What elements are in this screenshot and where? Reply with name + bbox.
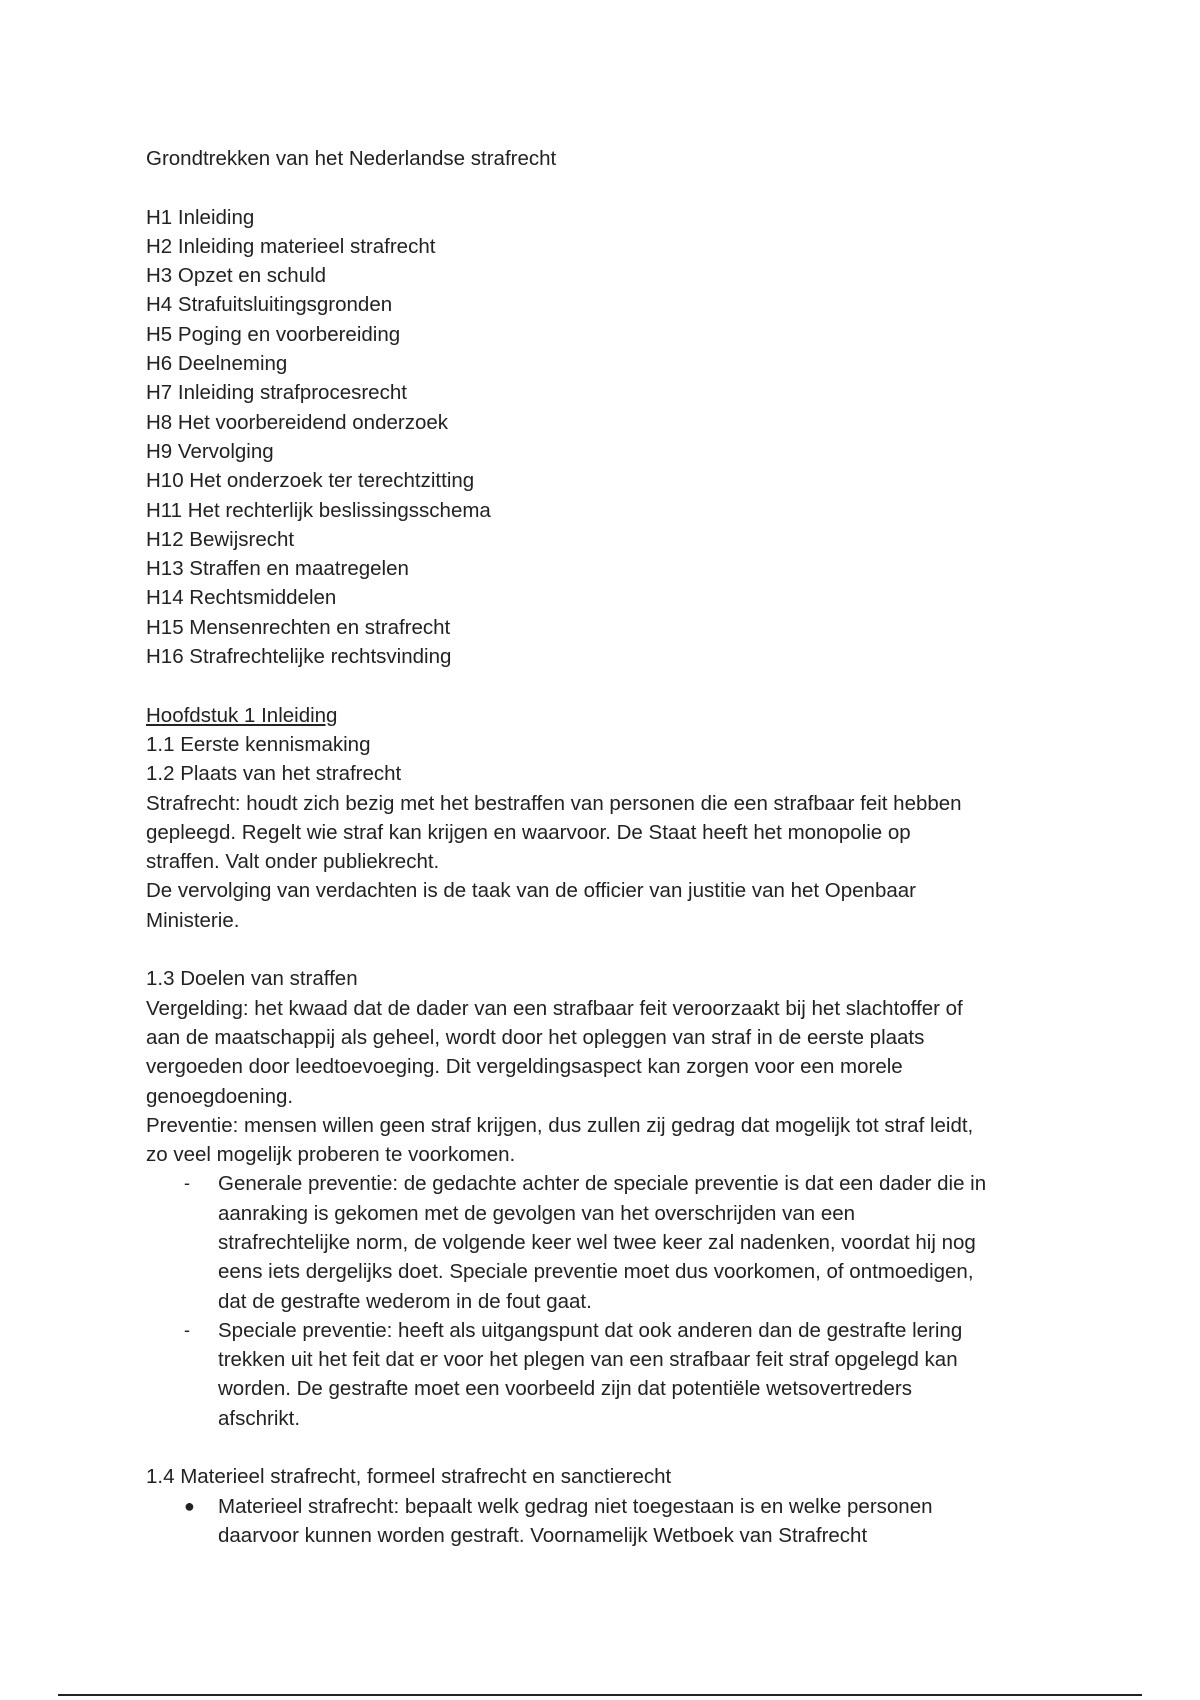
list-item-line: daarvoor kunnen worden gestraft. Voornamelijk Wetboek van Strafrecht <box>218 1523 868 1547</box>
dash-marker: - <box>184 1173 190 1194</box>
section-heading-1-4: 1.4 Materieel strafrecht, formeel strafrecht en sanctierecht <box>146 1465 672 1489</box>
list-item-line: Materieel strafrecht: bepaalt welk gedrag niet toegestaan is en welke personen <box>218 1494 933 1518</box>
toc-item-h13: H13 Straffen en maatregelen <box>146 557 409 581</box>
toc-item-h7: H7 Inleiding strafprocesrecht <box>146 381 407 405</box>
list-item-line: eens iets dergelijks doet. Speciale preventie moet dus voorkomen, of ontmoedigen, <box>218 1260 974 1284</box>
paragraph-line: vergoeden door leedtoevoeging. Dit vergeldingsaspect kan zorgen voor een morele <box>146 1055 903 1079</box>
toc-item-h1: H1 Inleiding <box>146 205 255 229</box>
paragraph-line: straffen. Valt onder publiekrecht. <box>146 850 440 874</box>
toc-item-h4: H4 Strafuitsluitingsgronden <box>146 293 393 317</box>
spacer <box>146 1433 1066 1462</box>
toc-item-h14: H14 Rechtsmiddelen <box>146 586 337 610</box>
bullet-marker: ● <box>184 1495 195 1516</box>
list-item-line: Speciale preventie: heeft als uitgangspunt dat ook anderen dan de gestrafte lering <box>218 1318 963 1342</box>
page-bottom-rule <box>58 1694 1142 1696</box>
paragraph-line: gepleegd. Regelt wie straf kan krijgen en waarvoor. De Staat heeft het monopolie op <box>146 820 911 844</box>
spacer <box>146 935 1066 964</box>
list-item <box>146 1492 1066 1551</box>
list-item-line: afschrikt. <box>218 1406 301 1430</box>
toc-item-h6: H6 Deelneming <box>146 352 288 376</box>
paragraph-line: Preventie: mensen willen geen straf krijgen, dus zullen zij gedrag dat mogelijk tot straf leidt, <box>146 1113 974 1137</box>
table-of-contents <box>146 203 1066 672</box>
paragraph-line: Vergelding: het kwaad dat de dader van een strafbaar feit veroorzaakt bij het slachtoffer of <box>146 996 963 1020</box>
paragraph-line: Ministerie. <box>146 908 240 932</box>
list-item-line: worden. De gestrafte moet een voorbeeld zijn dat potentiële wetsovertreders <box>218 1377 912 1401</box>
spacer <box>146 671 1066 700</box>
list-item <box>146 1169 1066 1315</box>
toc-item-h8: H8 Het voorbereidend onderzoek <box>146 410 448 434</box>
toc-item-h9: H9 Vervolging <box>146 439 274 463</box>
paragraph-line: zo veel mogelijk proberen te voorkomen. <box>146 1143 516 1167</box>
toc-item-h5: H5 Poging en voorbereiding <box>146 322 401 346</box>
section-heading-1-2: 1.2 Plaats van het strafrecht <box>146 762 402 786</box>
list-item-line: trekken uit het feit dat er voor het plegen van een strafbaar feit straf opgelegd kan <box>218 1348 958 1372</box>
section-1-3-body <box>146 994 1066 1170</box>
section-1-2-body <box>146 789 1066 935</box>
toc-item-h10: H10 Het onderzoek ter terechtzitting <box>146 469 475 493</box>
prevention-dash-list <box>146 1169 1066 1433</box>
toc-item-h2: H2 Inleiding materieel strafrecht <box>146 234 436 258</box>
strafrecht-bullet-list <box>146 1492 1066 1551</box>
toc-item-h11: H11 Het rechterlijk beslissingsschema <box>146 498 491 522</box>
spacer <box>146 173 1066 202</box>
section-heading-1-3: 1.3 Doelen van straffen <box>146 967 358 991</box>
paragraph-line: Strafrecht: houdt zich bezig met het bestraffen van personen die een strafbaar feit hebben <box>146 791 962 815</box>
toc-item-h15: H15 Mensenrechten en strafrecht <box>146 615 451 639</box>
list-item-line: Generale preventie: de gedachte achter de speciale preventie is dat een dader die in <box>218 1172 987 1196</box>
chapter-heading: Hoofdstuk 1 Inleiding <box>146 703 338 727</box>
paragraph-line: aan de maatschappij als geheel, wordt door het opleggen van straf in de eerste plaats <box>146 1025 925 1049</box>
list-item-line: strafrechtelijke norm, de volgende keer wel twee keer zal nadenken, voordat hij nog <box>218 1230 976 1254</box>
document-page <box>146 144 1066 1550</box>
list-item-line: dat de gestrafte wederom in de fout gaat. <box>218 1289 592 1313</box>
section-heading-1-1: 1.1 Eerste kennismaking <box>146 732 371 756</box>
list-item-line: aanraking is gekomen met de gevolgen van het overschrijden van een <box>218 1201 856 1225</box>
toc-item-h12: H12 Bewijsrecht <box>146 527 295 551</box>
toc-item-h3: H3 Opzet en schuld <box>146 264 327 288</box>
paragraph-line: genoegdoening. <box>146 1084 294 1108</box>
dash-marker: - <box>184 1319 190 1340</box>
paragraph-line: De vervolging van verdachten is de taak van de officier van justitie van het Openbaar <box>146 879 916 903</box>
list-item <box>146 1316 1066 1433</box>
document-title: Grondtrekken van het Nederlandse strafrecht <box>146 147 557 170</box>
toc-item-h16: H16 Strafrechtelijke rechtsvinding <box>146 645 452 669</box>
